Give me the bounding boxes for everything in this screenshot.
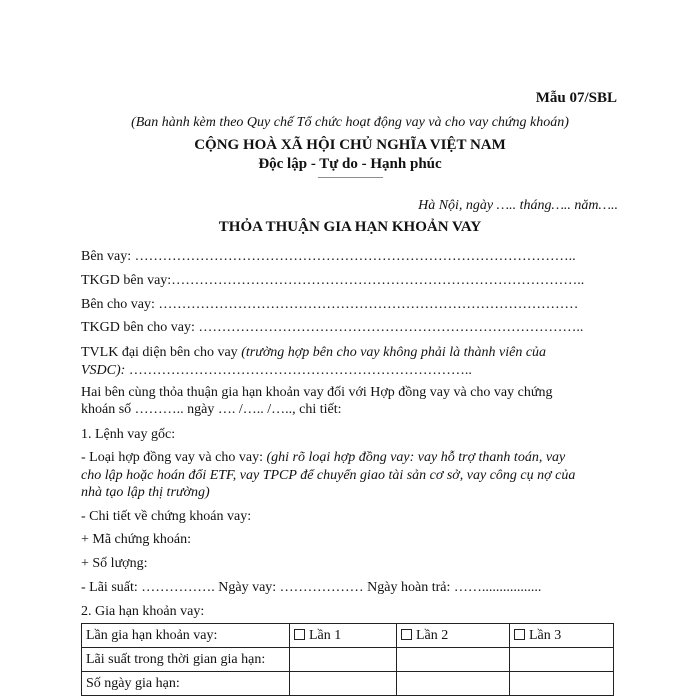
issued-with-note: (Ban hành kèm theo Quy chế Tổ chức hoạt động vay và cho vay chứng khoán) (131, 115, 569, 130)
lender-field: Bên cho vay: ……………………………………………………………………………… (81, 297, 579, 312)
section2-heading: 2. Gia hạn khoản vay: (81, 604, 205, 619)
terms-field: - Lãi suất: ……………. Ngày vay: ……………… Ngày hoàn trả: ……................. (81, 580, 542, 595)
table-cell (290, 624, 397, 648)
table-cell[interactable] (510, 648, 614, 672)
form-code: Mẫu 07/SBL (535, 90, 617, 106)
option-label-1: Lần 1 (309, 627, 342, 643)
extension-table (81, 623, 614, 696)
option-label-3: Lần 3 (529, 627, 562, 643)
table-cell: Lần gia hạn khoản vay: (82, 624, 290, 648)
detail-label: - Chi tiết về chứng khoán vay: (81, 509, 252, 524)
security-code-field: + Mã chứng khoán: (81, 532, 191, 547)
nation-header: CỘNG HOÀ XÃ HỘI CHỦ NGHĨA VIỆT NAM (194, 137, 506, 153)
table-cell[interactable] (290, 648, 397, 672)
depository-note-cont: VSDC): (81, 363, 126, 378)
table-cell: Số ngày gia hạn: (82, 672, 290, 696)
lender-account-field: TKGD bên cho vay: ……………………………………………………………………….. (81, 320, 584, 335)
table-cell[interactable] (397, 672, 510, 696)
table-cell[interactable] (397, 648, 510, 672)
depository-field-line2 (81, 363, 472, 379)
depository-note: (trường hợp bên cho vay không phải là thành viên của (241, 345, 547, 360)
checkbox-icon[interactable] (514, 629, 525, 640)
contract-type-label: - Loại hợp đồng vay và cho vay: (81, 450, 267, 465)
table-cell (397, 624, 510, 648)
table-row (82, 648, 614, 672)
depository-dots: ……………………………………………………………….. (125, 363, 472, 378)
checkbox-icon[interactable] (294, 629, 305, 640)
option-label-2: Lần 2 (416, 627, 449, 643)
depository-field (81, 345, 546, 361)
quantity-field: + Số lượng: (81, 556, 148, 571)
borrower-field: Bên vay: ………………………………………………………………………………….. (81, 249, 576, 264)
agreement-line-1: Hai bên cùng thỏa thuận gia hạn khoản vay đối với Hợp đồng vay và cho vay chứng (81, 385, 553, 400)
place-date: Hà Nội, ngày ….. tháng….. năm….. (418, 198, 618, 213)
borrower-account-field: TKGD bên vay:…………………………………………………………………………….. (81, 273, 585, 288)
document-title: THỎA THUẬN GIA HẠN KHOẢN VAY (218, 219, 482, 235)
motto-underline: ———————— (318, 172, 382, 182)
checkbox-icon[interactable] (401, 629, 412, 640)
contract-type-line1 (81, 450, 565, 466)
table-cell: Lãi suất trong thời gian gia hạn: (82, 648, 290, 672)
table-cell[interactable] (290, 672, 397, 696)
depository-label: TVLK đại diện bên cho vay (81, 345, 242, 360)
table-row (82, 624, 614, 648)
table-cell[interactable] (510, 672, 614, 696)
section1-heading: 1. Lệnh vay gốc: (81, 427, 176, 442)
contract-type-note: (ghi rõ loại hợp đồng vay: vay hỗ trợ thanh toán, vay (266, 450, 566, 465)
contract-type-line3: nhà tạo lập thị trường) (81, 485, 210, 500)
agreement-line-2: khoán số ……….. ngày …. /….. /….., chi tiết: (81, 402, 342, 417)
table-row (82, 672, 614, 696)
table-cell (510, 624, 614, 648)
contract-type-line2: cho lập hoặc hoán đổi ETF, vay TPCP để chuyển giao tài sản cơ sở, vay công cụ nợ của (81, 468, 576, 483)
motto: Độc lập - Tự do - Hạnh phúc (258, 156, 442, 172)
